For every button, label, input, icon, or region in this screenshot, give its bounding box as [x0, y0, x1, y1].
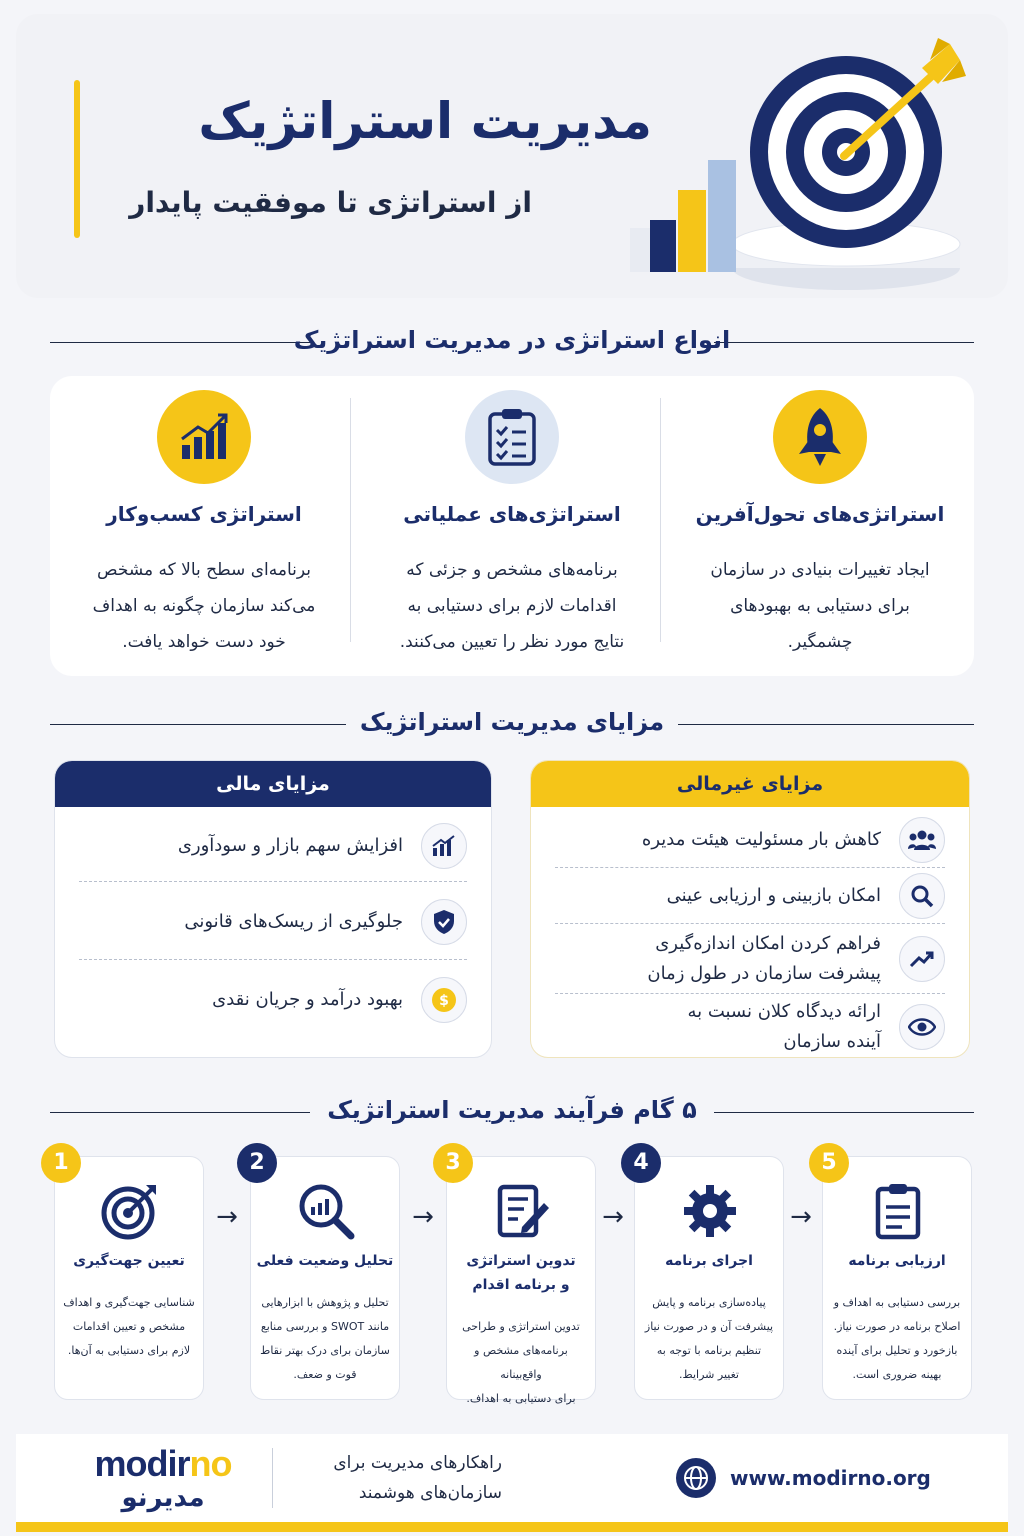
globe-icon: [676, 1458, 716, 1498]
benefit-text: ارائه دیدگاه کلان نسبت به آینده سازمان: [687, 1001, 881, 1052]
divider: [79, 881, 467, 882]
divider: [555, 993, 945, 994]
bar-chart-bar: [650, 220, 676, 272]
benefits-section-header: [50, 704, 974, 744]
arrow-right-icon: →: [412, 1202, 434, 1232]
step-number: 1: [41, 1143, 81, 1183]
step-title: تدوین استراتژی و برنامه اقدام: [466, 1253, 576, 1293]
strategy-type-description: ایجاد تغییرات بنیادی در سازمان برای دستیابی به بهبودهای چشمگیر.: [710, 560, 930, 652]
process-step-5: [821, 1150, 972, 1400]
target-icon: [100, 1181, 160, 1241]
types-section-header: [50, 322, 974, 362]
financial-benefits-card: [54, 760, 492, 1058]
dollar-coin-icon: [421, 977, 467, 1023]
benefit-text: امکان بازبینی و ارزیابی عینی: [666, 885, 881, 906]
users-icon: [899, 817, 945, 863]
target-dart-illustration: [616, 24, 976, 294]
divider: [555, 923, 945, 924]
benefits-section-title: مزایای مدیریت استراتژیک: [359, 708, 665, 736]
footer-accent-bar: [16, 1522, 1008, 1532]
step-number: 5: [809, 1143, 849, 1183]
steps-section-header: [50, 1092, 974, 1132]
clipboard-checklist-icon: [465, 390, 559, 484]
strategy-type-operational: [358, 376, 666, 676]
strategy-types-card: [50, 376, 974, 676]
brand-tagline: راهکارهای مدیریت برای سازمان‌های هوشمند: [333, 1453, 502, 1503]
benefit-text: کاهش بار مسئولیت هیئت مدیره: [641, 829, 881, 850]
step-description: تدوین استراتژی و طراحی برنامه‌های مشخص و واقع‌بینانه برای دستیابی به اهداف.: [462, 1320, 580, 1405]
divider: [79, 959, 467, 960]
arrow-right-icon: →: [216, 1202, 238, 1232]
financial-benefits-title: مزایای مالی: [55, 761, 491, 807]
shield-check-icon: [421, 899, 467, 945]
arrow-right-icon: →: [790, 1202, 812, 1232]
process-step-2: [249, 1150, 400, 1400]
search-icon: [899, 873, 945, 919]
step-number: 4: [621, 1143, 661, 1183]
step-number: 2: [237, 1143, 277, 1183]
arrow-right-icon: →: [602, 1202, 624, 1232]
steps-section-title: ۵ گام فرآیند مدیریت استراتژیک: [327, 1096, 697, 1124]
benefit-row: [79, 823, 467, 869]
document-edit-icon: [492, 1181, 552, 1241]
brand-logo: modirno مدیرنو: [94, 1443, 232, 1513]
step-title: تعیین جهت‌گیری: [73, 1253, 185, 1269]
page-title: مدیریت استراتژیک: [198, 92, 652, 150]
chart-up-icon: [421, 823, 467, 869]
strategy-type-title: استراتژی‌های عملیاتی: [403, 502, 621, 526]
benefit-text: جلوگیری از ریسک‌های قانونی: [184, 911, 403, 932]
process-step-3: [445, 1150, 596, 1405]
benefit-text: بهبود درآمد و جریان نقدی: [212, 989, 403, 1010]
bar-chart-bar: [678, 190, 706, 272]
step-title: تحلیل وضعیت فعلی: [256, 1253, 394, 1269]
step-description: بررسی دستیابی به اهداف و اصلاح برنامه در صورت نیاز. بازخورد و تحلیل برای آینده بهینه ضروری است.: [833, 1296, 961, 1381]
benefit-text: فراهم کردن امکان اندازه‌گیری پیشرفت سازمان در طول زمان: [647, 933, 881, 984]
non-financial-benefits-card: [530, 760, 970, 1058]
trend-up-icon: [899, 936, 945, 982]
svg-text:$: $: [439, 993, 449, 1009]
step-title: ارزیابی برنامه: [848, 1253, 946, 1269]
benefit-text: افزایش سهم بازار و سودآوری: [177, 835, 403, 856]
benefit-row: [555, 817, 945, 863]
strategy-type-title: استراتژی‌های تحول‌آفرین: [695, 502, 945, 526]
bar-chart-bar: [708, 160, 736, 272]
strategy-type-transformational: [666, 376, 974, 676]
step-description: پیاده‌سازی برنامه و پایش پیشرفت آن و در صورت نیاز تنظیم برنامه با توجه به تغییر شرایط.: [644, 1296, 774, 1381]
benefit-row: [555, 873, 945, 919]
divider: [272, 1448, 273, 1508]
divider: [555, 867, 945, 868]
hero-banner: [16, 14, 1008, 298]
step-number: 3: [433, 1143, 473, 1183]
website-link[interactable]: www.modirno.org: [730, 1466, 931, 1490]
clipboard-icon: [868, 1181, 928, 1241]
benefit-row: [79, 977, 467, 1023]
strategy-type-description: برنامه‌های مشخص و جزئی که اقدامات لازم برای دستیابی به نتایج مورد نظر را تعیین می‌کنند.: [399, 560, 625, 652]
gear-icon: [680, 1181, 740, 1241]
growth-chart-icon: [157, 390, 251, 484]
hero-accent-bar: [74, 80, 80, 238]
strategy-type-business: [50, 376, 358, 676]
types-section-title: انواع استراتژی در مدیریت استراتژیک: [293, 326, 731, 354]
process-step-1: [53, 1150, 204, 1400]
benefit-row: [555, 997, 945, 1057]
strategy-type-title: استراتژی کسب‌وکار: [106, 502, 302, 526]
benefit-row: [555, 929, 945, 989]
strategy-type-description: برنامه‌ای سطح بالا که مشخص می‌کند سازمان چگونه به اهداف خود دست خواهد یافت.: [92, 560, 316, 652]
non-financial-benefits-title: مزایای غیرمالی: [531, 761, 969, 807]
step-title: اجرای برنامه: [665, 1253, 753, 1269]
process-step-4: [633, 1150, 784, 1400]
step-description: شناسایی جهت‌گیری و اهداف مشخص و تعیین اقدامات لازم برای دستیابی به آن‌ها.: [63, 1296, 195, 1357]
rocket-icon: [773, 390, 867, 484]
analysis-magnifier-icon: [296, 1181, 356, 1241]
page-subtitle: از استراتژی تا موفقیت پایدار: [129, 186, 532, 219]
footer: [16, 1434, 1008, 1522]
benefit-row: [79, 899, 467, 945]
eye-icon: [899, 1004, 945, 1050]
step-description: تحلیل و پژوهش با ابزارهایی مانند SWOT و بررسی منابع سازمان برای درک بهتر نقاط قوت و ضعف.: [260, 1296, 390, 1381]
